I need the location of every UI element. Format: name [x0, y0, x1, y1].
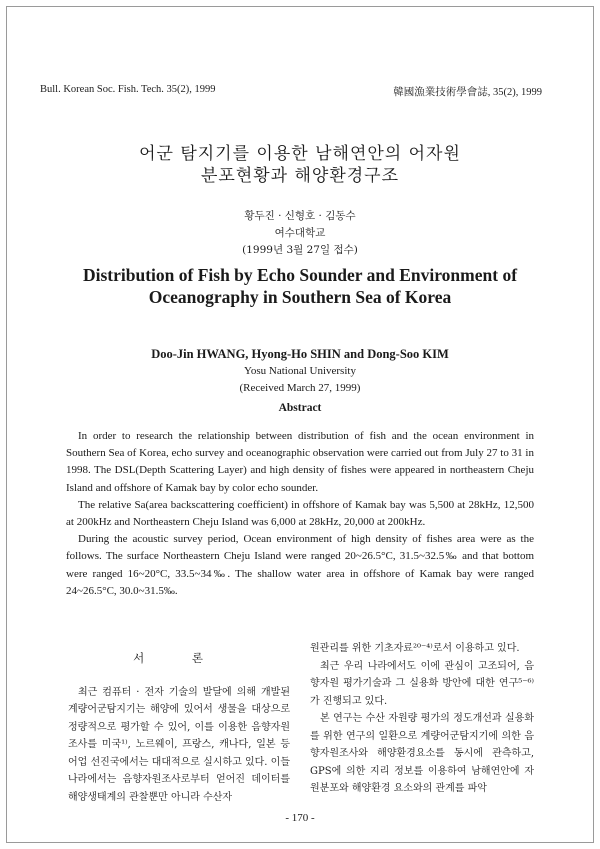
journal-header-kr: 韓國漁業技術學會誌, 35(2), 1999: [393, 87, 542, 98]
abstract-paragraph-1: In order to research the relationship between distribution of fish and the ocean environment in Southern Sea of Korea, echo survey and oceanographic observation were carried out from July 27 to 31 in 1998. The DSL(Depth Scattering Layer) and high density of fishes were appeared in northeastern Cheju Island and offshore of Kamak bay by color echo sounder.: [66, 430, 534, 494]
korean-authors: 황두진 · 신형호 · 김동수: [244, 210, 356, 222]
korean-title-line2: 분포현황과 해양환경구조: [200, 166, 400, 186]
abstract-heading: Abstract: [278, 402, 322, 414]
intro-paragraph-3: 본 연구는 수산 자원량 평가의 정도개선과 실용화를 위한 연구의 일환으로 계량어군탐지기에 의한 음향자원조사와 해양환경요소를 동시에 관측하고, GPS에 의한 지리 정보를 이용하여 남해연안에 자원분포와 해양환경 요소와의 관계를 파악: [310, 713, 534, 794]
journal-header-en: Bull. Korean Soc. Fish. Tech. 35(2), 1999: [40, 84, 216, 95]
intro-paragraph-1: 최근 컴퓨터 · 전자 기술의 발달에 의해 개발된 계량어군탐지기는 해양에 있어서 생물을 대상으로 정량적으로 평가할 수 있어, 이를 이용한 음향자원 조사를 미국¹⁾, 노르웨이, 프랑스, 캐나다, 일본 등 어업 선진국에서는 대대적으로 실시하고 있다. 이들 나라에서는 음향자원조사로부터 얻어진 데이터를 해양생태계의 관찰뿐만 아니라 수산자: [68, 686, 290, 803]
korean-title: [0, 143, 600, 187]
abstract-body: [66, 428, 534, 600]
english-title: Distribution of Fish by Echo Sounder and Environment of Oceanography in Southern Sea of Korea: [82, 265, 518, 307]
korean-title-line1: 어군 탐지기를 이용한 남해연안의 어자원: [139, 144, 461, 164]
body-column-left: [68, 650, 290, 806]
section-heading-introduction: 서 론: [133, 651, 225, 665]
korean-author-block: [0, 208, 600, 259]
english-received-date: (Received March 27, 1999): [239, 382, 361, 394]
korean-affiliation: 여수대학교: [274, 227, 326, 239]
page-number: - 170 -: [285, 812, 315, 824]
intro-paragraph-2: 최근 우리 나라에서도 이에 관심이 고조되어, 음향자원 평가기술과 그 실용화 방안에 대한 연구⁵⁻⁶⁾가 진행되고 있다.: [310, 660, 534, 707]
english-author-block: [0, 345, 600, 397]
english-affiliation: Yosu National University: [244, 365, 356, 377]
english-authors: Doo-Jin HWANG, Hyong-Ho SHIN and Dong-Soo KIM: [151, 347, 449, 361]
korean-received-date: (1999년 3월 27일 접수): [242, 244, 358, 256]
abstract-paragraph-2: The relative Sa(area backscattering coefficient) in offshore of Kamak bay was 5,500 at 28kHz, 12,500 at 200kHz and Northeastern Cheju Island was 6,000 at 28kHz, 20,000 at 200kHz.: [66, 498, 534, 529]
body-column-right: [310, 640, 534, 798]
abstract-paragraph-3: During the acoustic survey period, Ocean environment of high density of fishes area were as the follows. The surface Northeastern Cheju Island were ranged 20~26.5°C, 31.5~32.5‰ and that bottom were ranged 16~20°C, 33.5~34‰. The shallow water area in offshore of Kamak bay were ranged 24~26.5°C, 30.0~31.5‰.: [66, 533, 534, 597]
intro-paragraph-1-continued: 원관리를 위한 기초자료²⁰⁻⁴⁾로서 이용하고 있다.: [310, 643, 520, 654]
